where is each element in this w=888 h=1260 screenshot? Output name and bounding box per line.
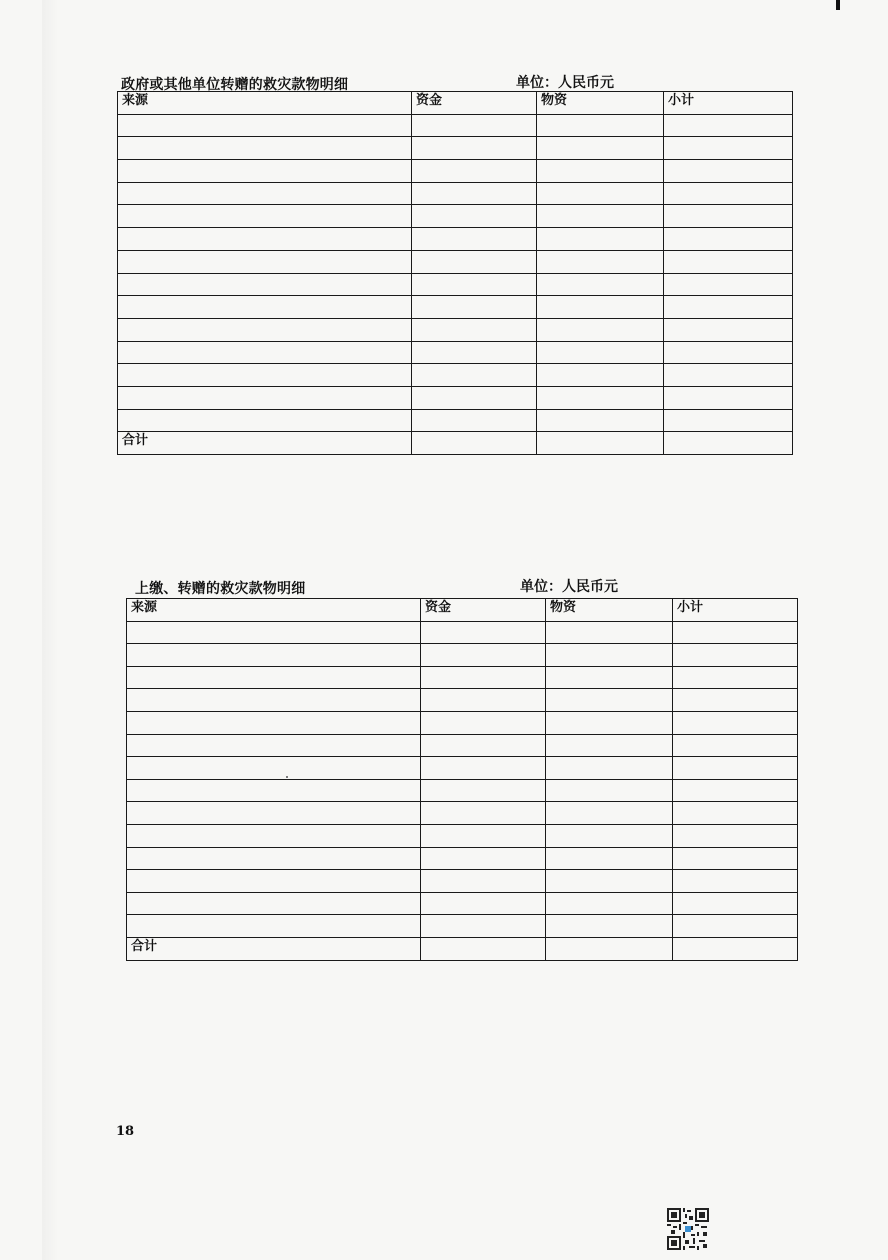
header-subtotal: 小计 <box>673 599 798 622</box>
source-cell[interactable] <box>118 318 412 341</box>
goods-cell[interactable] <box>546 779 673 802</box>
currency-unit: 单位：人民币元 <box>520 579 618 595</box>
source-cell[interactable] <box>127 711 421 734</box>
source-cell[interactable] <box>127 666 421 689</box>
source-cell[interactable] <box>127 915 421 938</box>
table-row <box>118 160 793 183</box>
table-total-row <box>127 937 798 960</box>
subtotal-cell[interactable] <box>664 114 793 137</box>
header-goods: 物资 <box>546 599 673 622</box>
page-number: 18 <box>116 1124 135 1139</box>
table-row <box>127 734 798 757</box>
header-source: 来源 <box>118 92 412 115</box>
table-row <box>118 386 793 409</box>
source-cell[interactable] <box>118 160 412 183</box>
total-funds-cell[interactable] <box>421 937 546 960</box>
funds-cell[interactable] <box>421 666 546 689</box>
goods-cell[interactable] <box>537 296 664 319</box>
source-cell[interactable] <box>118 341 412 364</box>
funds-cell[interactable] <box>421 621 546 644</box>
table-row <box>127 802 798 825</box>
funds-cell[interactable] <box>421 711 546 734</box>
table-row <box>127 824 798 847</box>
total-goods-cell[interactable] <box>537 432 664 455</box>
donation-table <box>117 91 793 455</box>
funds-cell[interactable] <box>421 802 546 825</box>
funds-cell[interactable] <box>412 182 537 205</box>
subtotal-cell[interactable] <box>673 644 798 667</box>
goods-cell[interactable] <box>537 205 664 228</box>
goods-cell[interactable] <box>537 137 664 160</box>
goods-cell[interactable] <box>537 182 664 205</box>
total-funds-cell[interactable] <box>412 432 537 455</box>
table-row <box>127 847 798 870</box>
source-cell[interactable] <box>118 250 412 273</box>
funds-cell[interactable] <box>412 228 537 251</box>
source-cell[interactable] <box>118 386 412 409</box>
source-cell[interactable] <box>118 114 412 137</box>
subtotal-cell[interactable] <box>673 734 798 757</box>
funds-cell[interactable] <box>412 296 537 319</box>
source-cell[interactable] <box>118 228 412 251</box>
table-header-row <box>127 599 798 622</box>
section-title: 上缴、转赠的救灾款物明细 <box>135 581 306 597</box>
funds-cell[interactable] <box>421 915 546 938</box>
goods-cell[interactable] <box>546 666 673 689</box>
goods-cell[interactable] <box>546 802 673 825</box>
source-cell[interactable] <box>127 802 421 825</box>
currency-unit: 单位：人民币元 <box>516 75 614 91</box>
goods-cell[interactable] <box>537 341 664 364</box>
subtotal-cell[interactable] <box>673 824 798 847</box>
source-cell[interactable] <box>127 689 421 712</box>
funds-cell[interactable] <box>421 870 546 893</box>
subtotal-cell[interactable] <box>664 273 793 296</box>
subtotal-cell[interactable] <box>664 137 793 160</box>
total-subtotal-cell[interactable] <box>673 937 798 960</box>
goods-cell[interactable] <box>537 386 664 409</box>
table-row <box>118 250 793 273</box>
goods-cell[interactable] <box>546 734 673 757</box>
source-cell[interactable] <box>127 757 421 780</box>
subtotal-cell[interactable] <box>673 757 798 780</box>
funds-cell[interactable] <box>412 205 537 228</box>
goods-cell[interactable] <box>546 757 673 780</box>
goods-cell[interactable] <box>546 824 673 847</box>
table-row <box>127 892 798 915</box>
scan-speck <box>286 776 288 778</box>
subtotal-cell[interactable] <box>673 892 798 915</box>
table-row <box>118 228 793 251</box>
source-cell[interactable] <box>118 296 412 319</box>
table-row <box>127 644 798 667</box>
subtotal-cell[interactable] <box>664 160 793 183</box>
source-cell[interactable] <box>127 847 421 870</box>
table-row <box>118 318 793 341</box>
header-source: 来源 <box>127 599 421 622</box>
source-cell[interactable] <box>127 734 421 757</box>
goods-cell[interactable] <box>546 847 673 870</box>
source-cell[interactable] <box>118 137 412 160</box>
source-cell[interactable] <box>118 205 412 228</box>
total-subtotal-cell[interactable] <box>664 432 793 455</box>
subtotal-cell[interactable] <box>673 802 798 825</box>
table-row <box>127 757 798 780</box>
table-row <box>118 205 793 228</box>
goods-cell[interactable] <box>546 689 673 712</box>
table-row <box>118 364 793 387</box>
subtotal-cell[interactable] <box>664 296 793 319</box>
funds-cell[interactable] <box>421 644 546 667</box>
table-row <box>127 666 798 689</box>
table-row <box>127 779 798 802</box>
qr-code-icon <box>667 1208 709 1250</box>
subtotal-cell[interactable] <box>664 228 793 251</box>
table-row <box>118 114 793 137</box>
header-goods: 物资 <box>537 92 664 115</box>
funds-cell[interactable] <box>412 409 537 432</box>
funds-cell[interactable] <box>412 341 537 364</box>
total-label: 合计 <box>118 432 412 455</box>
goods-cell[interactable] <box>546 711 673 734</box>
source-cell[interactable] <box>127 621 421 644</box>
subtotal-cell[interactable] <box>673 847 798 870</box>
table-row <box>118 137 793 160</box>
subtotal-cell[interactable] <box>664 364 793 387</box>
source-cell[interactable] <box>127 824 421 847</box>
funds-cell[interactable] <box>412 114 537 137</box>
goods-cell[interactable] <box>546 892 673 915</box>
table-row <box>127 870 798 893</box>
funds-cell[interactable] <box>421 779 546 802</box>
source-cell[interactable] <box>118 364 412 387</box>
subtotal-cell[interactable] <box>673 779 798 802</box>
donation-table <box>126 598 798 961</box>
goods-cell[interactable] <box>546 621 673 644</box>
goods-cell[interactable] <box>546 870 673 893</box>
source-cell[interactable] <box>118 182 412 205</box>
header-funds: 资金 <box>412 92 537 115</box>
funds-cell[interactable] <box>421 689 546 712</box>
subtotal-cell[interactable] <box>673 666 798 689</box>
table-row <box>118 296 793 319</box>
table-row <box>127 915 798 938</box>
section-remitted-transfers <box>0 576 888 954</box>
funds-cell[interactable] <box>412 250 537 273</box>
goods-cell[interactable] <box>537 409 664 432</box>
subtotal-cell[interactable] <box>664 409 793 432</box>
table-row <box>118 182 793 205</box>
subtotal-cell[interactable] <box>664 386 793 409</box>
subtotal-cell[interactable] <box>673 621 798 644</box>
subtotal-cell[interactable] <box>673 870 798 893</box>
funds-cell[interactable] <box>412 364 537 387</box>
subtotal-cell[interactable] <box>673 711 798 734</box>
table-header-row <box>118 92 793 115</box>
header-subtotal: 小计 <box>664 92 793 115</box>
table-row <box>118 273 793 296</box>
source-cell[interactable] <box>127 644 421 667</box>
funds-cell[interactable] <box>412 318 537 341</box>
goods-cell[interactable] <box>537 114 664 137</box>
goods-cell[interactable] <box>537 228 664 251</box>
table-total-row <box>118 432 793 455</box>
goods-cell[interactable] <box>537 160 664 183</box>
funds-cell[interactable] <box>421 824 546 847</box>
source-cell[interactable] <box>127 870 421 893</box>
header-funds: 资金 <box>421 599 546 622</box>
corner-mark <box>836 0 840 10</box>
source-cell[interactable] <box>118 273 412 296</box>
source-cell[interactable] <box>127 892 421 915</box>
section-header <box>0 576 888 596</box>
goods-cell[interactable] <box>546 915 673 938</box>
table-row <box>127 711 798 734</box>
funds-cell[interactable] <box>421 757 546 780</box>
subtotal-cell[interactable] <box>664 341 793 364</box>
funds-cell[interactable] <box>412 273 537 296</box>
table-row <box>127 621 798 644</box>
funds-cell[interactable] <box>421 734 546 757</box>
funds-cell[interactable] <box>412 160 537 183</box>
total-goods-cell[interactable] <box>546 937 673 960</box>
subtotal-cell[interactable] <box>673 915 798 938</box>
table-row <box>118 341 793 364</box>
funds-cell[interactable] <box>421 847 546 870</box>
subtotal-cell[interactable] <box>664 318 793 341</box>
goods-cell[interactable] <box>537 318 664 341</box>
funds-cell[interactable] <box>421 892 546 915</box>
subtotal-cell[interactable] <box>664 182 793 205</box>
source-cell[interactable] <box>127 779 421 802</box>
funds-cell[interactable] <box>412 386 537 409</box>
goods-cell[interactable] <box>537 273 664 296</box>
total-label: 合计 <box>127 937 421 960</box>
source-cell[interactable] <box>118 409 412 432</box>
goods-cell[interactable] <box>546 644 673 667</box>
subtotal-cell[interactable] <box>664 250 793 273</box>
section-government-transfers <box>0 72 888 449</box>
goods-cell[interactable] <box>537 364 664 387</box>
section-title: 政府或其他单位转赠的救灾款物明细 <box>121 77 349 93</box>
subtotal-cell[interactable] <box>673 689 798 712</box>
table-row <box>118 409 793 432</box>
goods-cell[interactable] <box>537 250 664 273</box>
page-edge-shadow <box>42 0 58 1260</box>
funds-cell[interactable] <box>412 137 537 160</box>
table-row <box>127 689 798 712</box>
section-header <box>0 72 888 92</box>
subtotal-cell[interactable] <box>664 205 793 228</box>
